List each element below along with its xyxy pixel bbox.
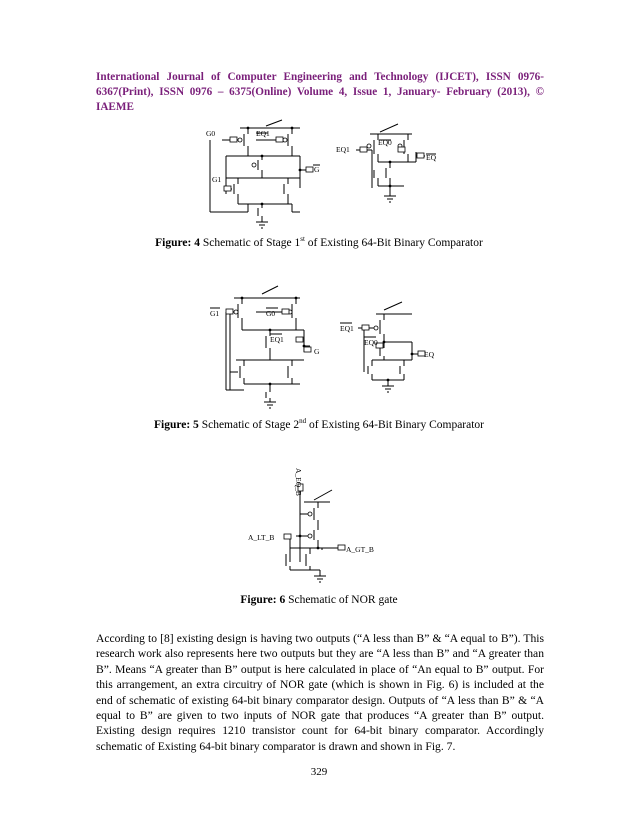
fig4-label-g: G [314,165,320,174]
body-paragraph: According to [8] existing design is having two outputs (“A less than B” & “A equal to B”). This research work also represents here two outputs but they are “A less than B” and “A greater than B”. Means “A greater than B” output is here calculated in place of “An equal to B” output. For this arrangement, an extra circuitry of NOR gate (which is shown in Fig. 6) is included at the end of schematic of existing 64-bit binary comparator design. Outputs of “A less than B” & “A equal to B” are given to two inputs of NOR gate that produces “A greater than B” output. Existing design requires 1210 transistor count for 64-bit binary comparator. Accordingly schematic of Existing 64-bit binary comparator is drawn and shown in Fig. 7. [96,632,544,753]
fig6-label-a-eq-b: A_EQ_B [294,468,303,496]
fig6-label-a-lt-b: A_LT_B [248,533,275,542]
fig4-label-g1: G1 [212,175,222,184]
fig5-label-g1: G1 [210,309,220,318]
figure-6-schematic [0,466,638,586]
figure-5-schematic [0,282,638,412]
fig5-label-eq0: EQ0 [364,338,378,347]
figure-4-schematic [0,112,638,232]
figure-6-caption: Figure: 6 Schematic of NOR gate [240,594,398,606]
figure-4-caption: Figure: 4 Schematic of Stage 1st of Existing 64-Bit Binary Comparator [155,235,483,249]
fig5-label-eq1: EQ1 [270,335,284,344]
fig5-label-g0: G0 [266,309,276,318]
fig4-label-eq0: EQ0 [378,138,392,147]
fig4-label-eq1-right: EQ1 [336,145,350,154]
fig5-label-eq1-right: EQ1 [340,324,354,333]
fig4-label-eq1: EQ1 [256,129,270,138]
fig6-label-a-gt-b: A_GT_B [346,545,374,554]
fig4-label-eq: EQ [426,153,436,162]
fig5-label-eq: EQ [424,350,434,359]
page-number: 329 [310,766,328,778]
fig5-label-g: G [314,347,320,356]
fig4-label-g0: G0 [206,129,216,138]
journal-header: International Journal of Computer Engineering and Technology (IJCET), ISSN 0976-6367(Print), ISSN 0976 – 6375(Online) Volume 4, Issue 1, January- February (2013), © IAEME [96,71,544,113]
figure-5-caption: Figure: 5 Schematic of Stage 2nd of Existing 64-Bit Binary Comparator [153,417,485,431]
